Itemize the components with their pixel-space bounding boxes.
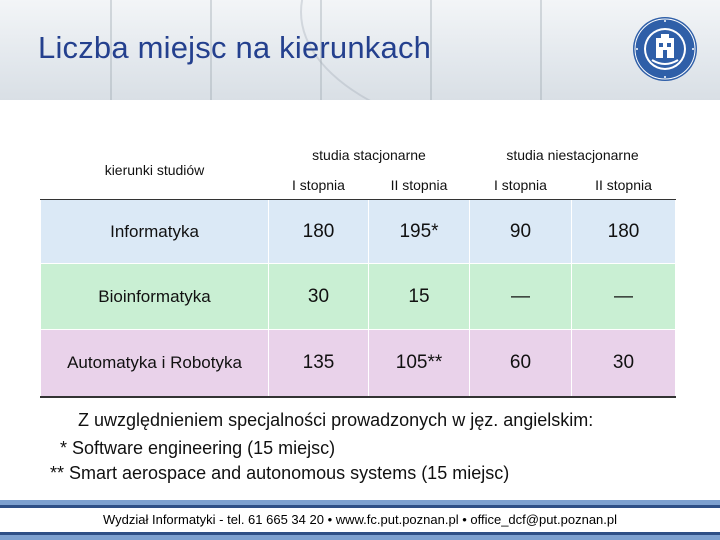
footer-stripe (0, 535, 720, 540)
level-header: II stopnia (572, 170, 676, 200)
table-cell: 105** (369, 330, 470, 398)
slide-title: Liczba miejsc na kierunkach (38, 30, 432, 65)
program-name: Bioinformatyka (41, 264, 269, 330)
table-cell: — (572, 264, 676, 330)
table-cell: 90 (470, 200, 572, 264)
table-cell: 195* (369, 200, 470, 264)
program-name: Automatyka i Robotyka (41, 330, 269, 398)
footnote-2: ** Smart aerospace and autonomous systems (15 miejsc) (50, 463, 510, 483)
table-cell: 180 (269, 200, 369, 264)
row-header-label: kierunki studiów (41, 140, 269, 200)
footnote-1: * Software engineering (15 miejsc) (60, 438, 336, 458)
level-header: I stopnia (269, 170, 369, 200)
footnote-intro: Z uwzględnieniem specjalności prowadzonych w jęz. angielskim: (78, 410, 594, 430)
table-cell: 15 (369, 264, 470, 330)
program-name: Informatyka (41, 200, 269, 264)
footer (0, 505, 720, 535)
places-table (40, 139, 676, 398)
group-header-niestacjonarne: studia niestacjonarne (470, 140, 676, 170)
table-cell: 30 (572, 330, 676, 398)
group-header-stacjonarne: studia stacjonarne (269, 140, 470, 170)
level-header: I stopnia (470, 170, 572, 200)
table-row (41, 264, 676, 330)
table-row (41, 330, 676, 398)
university-seal-icon (632, 16, 698, 82)
table-cell: 135 (269, 330, 369, 398)
footer-contact: Wydział Informatyki - tel. 61 665 34 20 • www.fc.put.poznan.pl • office_dcf@put.poznan.pl (0, 508, 720, 532)
table-cell: 30 (269, 264, 369, 330)
table-row (41, 200, 676, 264)
table-cell: 180 (572, 200, 676, 264)
table-cell: 60 (470, 330, 572, 398)
table-cell: — (470, 264, 572, 330)
level-header: II stopnia (369, 170, 470, 200)
header-decoration (540, 0, 542, 100)
